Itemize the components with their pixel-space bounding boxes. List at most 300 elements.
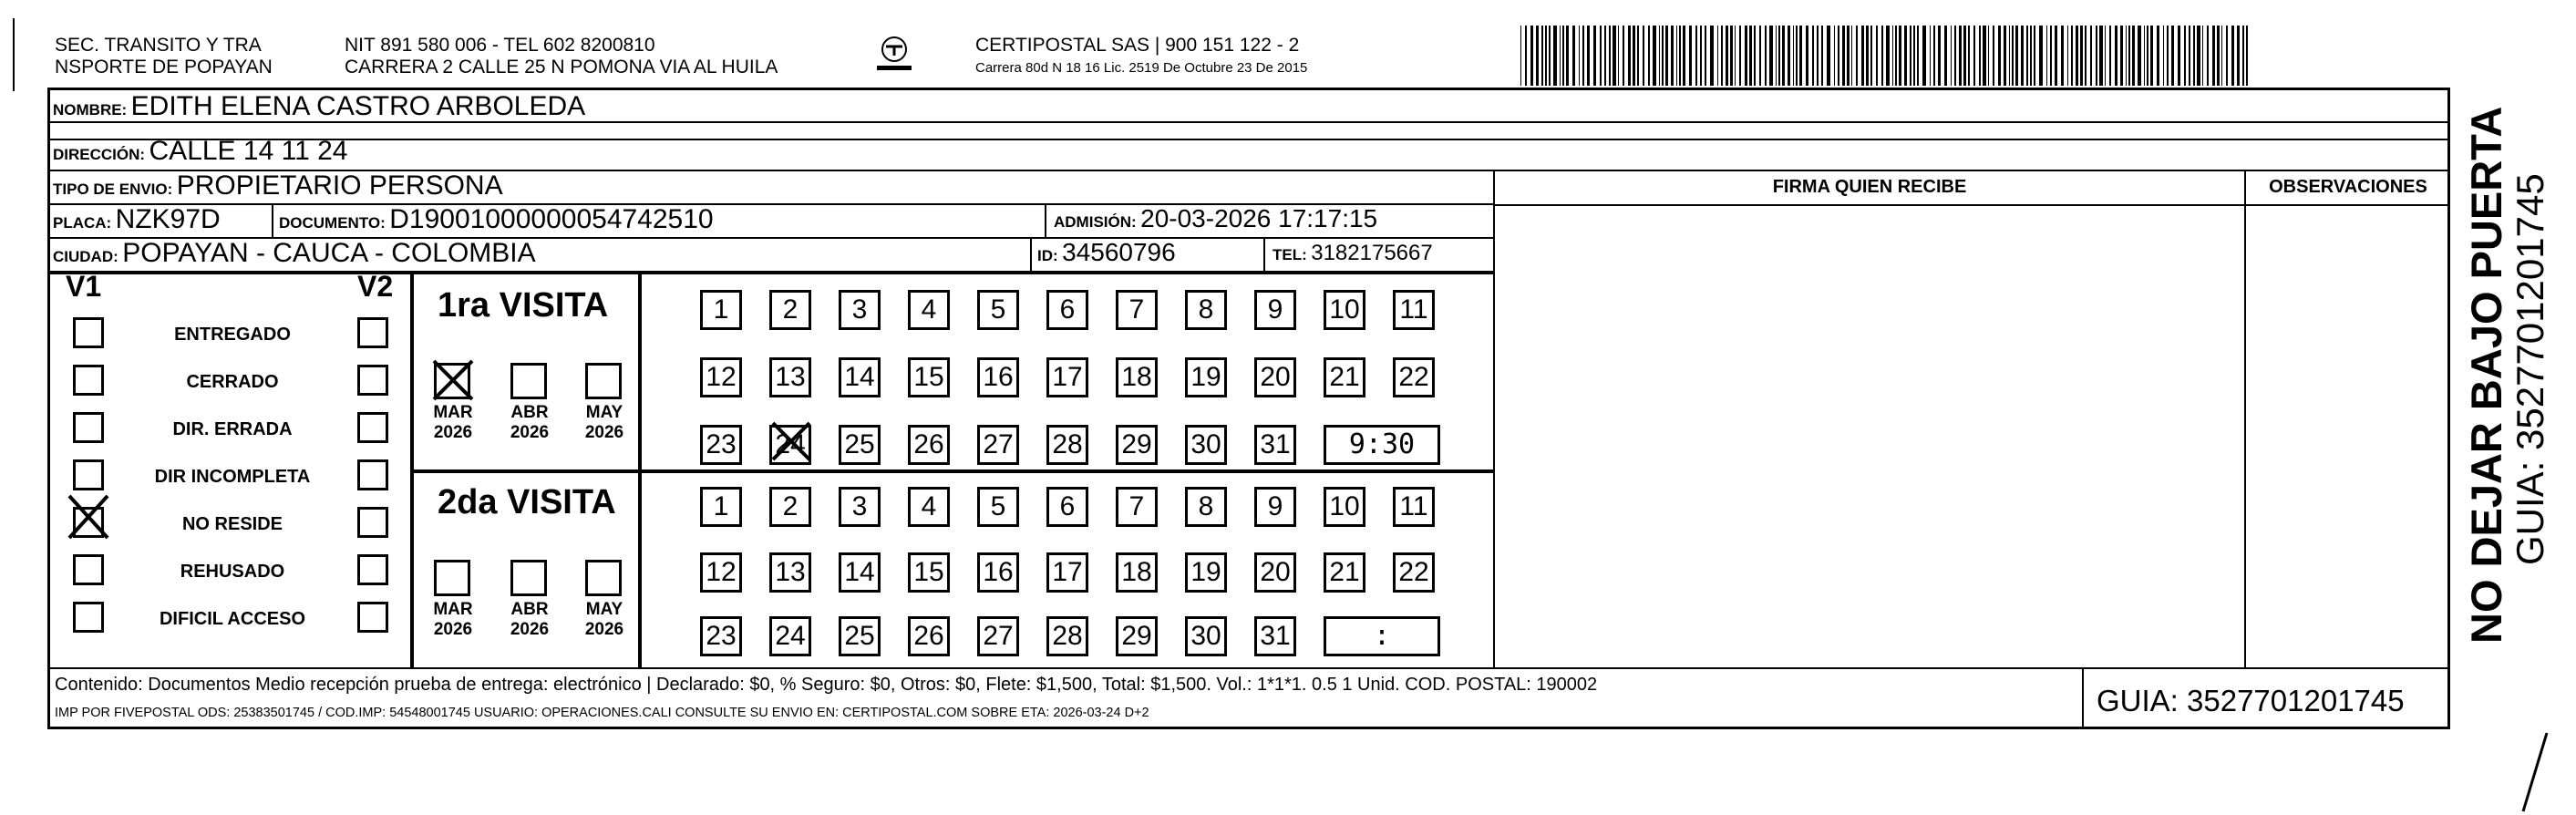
v1-check-mark: [67, 494, 109, 540]
visit1-day-13[interactable]: 13: [769, 357, 811, 397]
status-label: NO RESIDE: [181, 514, 283, 534]
v2-checkbox[interactable]: [357, 317, 388, 348]
visit1-title: 1ra VISITA: [438, 286, 609, 325]
barcode-bar: [1541, 26, 1542, 86]
visit2-year-label: 2026: [433, 620, 473, 639]
status-label: REHUSADO: [180, 562, 285, 582]
barcode-bar: [2076, 26, 2078, 86]
sender-line-1: SEC. TRANSITO Y TRA: [55, 35, 262, 56]
nombre-label: NOMBRE:: [53, 101, 128, 119]
imp-text: IMP POR FIVEPOSTAL ODS: 25383501745 / COD.IMP: 54548001745 USUARIO: OPERACIONES.CALI CONSULTE SU ENVIO EN: CERTIPOSTAL.COM SOBRE ETA: 2026-03-24 D+2: [55, 706, 1149, 720]
visit2-day-25[interactable]: 25: [839, 616, 881, 656]
status-label: CERRADO: [186, 372, 279, 392]
visit2-day-24[interactable]: 24: [769, 616, 811, 656]
barcode-bar: [2231, 26, 2234, 86]
visit2-day-2[interactable]: 2: [769, 487, 811, 527]
barcode-bar: [1600, 26, 1601, 86]
barcode-bar: [1806, 26, 1808, 86]
visit1-day-7[interactable]: 7: [1116, 290, 1158, 330]
barcode-bar: [1793, 26, 1794, 86]
v1-checkbox[interactable]: [73, 412, 104, 443]
barcode-bar: [1549, 26, 1551, 86]
visit1-day-11[interactable]: 11: [1393, 290, 1435, 330]
barcode-bar: [1545, 26, 1547, 86]
divider: [47, 271, 1493, 274]
barcode-bar: [1963, 26, 1966, 86]
ciudad-label: CIUDAD:: [53, 248, 118, 265]
visit1-day-19[interactable]: 19: [1185, 357, 1227, 397]
placa-field: [53, 204, 221, 235]
visit1-day-5[interactable]: 5: [977, 290, 1019, 330]
barcode-bar: [2207, 26, 2209, 86]
barcode-bar: [1700, 26, 1702, 86]
barcode-bar: [2242, 26, 2243, 86]
barcode-bar: [2085, 26, 2086, 86]
barcode-bar: [2050, 26, 2052, 86]
barcode-bar: [1979, 26, 1982, 86]
visit1-day-3[interactable]: 3: [839, 290, 881, 330]
barcode-bar: [1566, 26, 1569, 86]
barcode-bar: [2009, 26, 2010, 86]
barcode-bar: [1933, 26, 1935, 86]
v1-checkbox[interactable]: [73, 317, 104, 348]
barcode-bar: [1778, 26, 1780, 86]
v2-checkbox[interactable]: [357, 412, 388, 443]
barcode-bar: [1782, 26, 1785, 86]
barcode-bar: [1689, 26, 1692, 86]
barcode-bar: [1788, 26, 1790, 86]
barcode-bar: [2171, 26, 2174, 86]
barcode-bar: [2105, 26, 2106, 86]
barcode-bar: [1895, 26, 1897, 86]
barcode-bar: [1796, 26, 1798, 86]
barcode-bar: [1618, 26, 1619, 86]
barcode-bar: [1721, 26, 1723, 86]
visit1-day-21[interactable]: 21: [1324, 357, 1365, 397]
courier-block: [975, 35, 1307, 77]
barcode-bar: [1679, 26, 1681, 86]
v2-checkbox[interactable]: [357, 602, 388, 633]
visit2-day-4[interactable]: 4: [908, 487, 950, 527]
visit1-month-checkbox[interactable]: [510, 363, 547, 399]
barcode-bar: [1560, 26, 1561, 86]
barcode-bar: [1847, 26, 1850, 86]
visit2-day-9[interactable]: 9: [1254, 487, 1296, 527]
status-label: DIR INCOMPLETA: [154, 467, 311, 487]
barcode-bar: [1665, 26, 1668, 86]
barcode-bar: [1749, 26, 1752, 86]
v2-label: V2: [357, 270, 394, 303]
visit1-day-check-mark: [771, 421, 811, 461]
v2-checkbox[interactable]: [357, 554, 388, 585]
barcode-bar: [1582, 26, 1584, 86]
visit2-time-box[interactable]: :: [1324, 616, 1440, 656]
visit1-day-27[interactable]: 27: [977, 425, 1019, 465]
status-label: ENTREGADO: [174, 325, 291, 345]
address-line: CARRERA 2 CALLE 25 N POMONA VIA AL HUILA: [345, 57, 778, 77]
barcode-bar: [1892, 26, 1893, 86]
barcode-bar: [2217, 26, 2220, 86]
barcode-bar: [1593, 26, 1596, 86]
visit1-day-26[interactable]: 26: [908, 425, 950, 465]
divider: [1493, 204, 2450, 206]
v1-label: V1: [66, 270, 102, 303]
barcode-bar: [2246, 26, 2248, 86]
visit2-day-16[interactable]: 16: [977, 552, 1019, 593]
nombre-value: EDITH ELENA CASTRO ARBOLEDA: [130, 91, 586, 121]
barcode-bar: [1659, 26, 1660, 86]
barcode-bar: [1799, 26, 1802, 86]
barcode-bar: [1842, 26, 1845, 86]
barcode-bar: [1536, 26, 1539, 86]
barcode-bar: [1717, 26, 1718, 86]
barcode-bar: [1954, 26, 1956, 86]
barcode-bar: [2030, 26, 2032, 86]
barcode-bar: [2128, 26, 2130, 86]
barcode-bar: [2115, 26, 2117, 86]
barcode-bar: [1851, 26, 1852, 86]
pen-mark: [2516, 729, 2552, 815]
barcode-bar: [2021, 26, 2024, 86]
barcode-bar: [2034, 26, 2036, 86]
barcode-bar: [1881, 26, 1884, 86]
visit2-day-18[interactable]: 18: [1116, 552, 1158, 593]
visit2-day-14[interactable]: 14: [839, 552, 881, 593]
barcode-bar: [1637, 26, 1638, 86]
tipo-envio-field: [53, 170, 503, 201]
barcode-bar: [1765, 26, 1767, 86]
observaciones-header: OBSERVACIONES: [2269, 177, 2427, 197]
ciudad-value: POPAYAN - CAUCA - COLOMBIA: [122, 238, 536, 268]
barcode-bar: [1730, 26, 1733, 86]
divider: [410, 469, 1493, 473]
certipostal-logo: [873, 35, 915, 77]
barcode-bar: [2237, 26, 2240, 86]
barcode-bar: [2120, 26, 2123, 86]
barcode-bar: [1944, 26, 1947, 86]
courier-line: CERTIPOSTAL SAS | 900 151 122 - 2: [975, 35, 1300, 56]
visit2-day-27[interactable]: 27: [977, 616, 1019, 656]
barcode-bar: [1623, 26, 1624, 86]
v1-checkbox[interactable]: [73, 459, 104, 490]
courier-license: Carrera 80d N 18 16 Lic. 2519 De Octubre 23 De 2015: [975, 60, 1308, 76]
visit1-day-17[interactable]: 17: [1046, 357, 1088, 397]
visit2-day-19[interactable]: 19: [1185, 552, 1227, 593]
barcode-bar: [1917, 26, 1920, 86]
barcode-bar: [1520, 26, 1521, 86]
barcode-bar: [2012, 26, 2014, 86]
barcode-bar: [1993, 26, 1994, 86]
visit1-day-22[interactable]: 22: [1393, 357, 1435, 397]
barcode-bar: [2197, 26, 2200, 86]
status-label: DIR. ERRADA: [172, 419, 293, 439]
visit1-day-23[interactable]: 23: [700, 425, 742, 465]
barcode-bar: [1628, 26, 1631, 86]
visit2-day-23[interactable]: 23: [700, 616, 742, 656]
barcode-bar: [1856, 26, 1858, 86]
visit2-day-20[interactable]: 20: [1254, 552, 1296, 593]
barcode-bar: [1821, 26, 1824, 86]
barcode-bar: [2221, 26, 2222, 86]
id-value: 34560796: [1062, 238, 1176, 266]
visit2-year-label: 2026: [510, 620, 550, 639]
visit2-day-29[interactable]: 29: [1116, 616, 1158, 656]
visit2-day-26[interactable]: 26: [908, 616, 950, 656]
visit1-month-label: MAR: [433, 403, 473, 422]
v2-checkbox[interactable]: [357, 365, 388, 396]
id-label: ID:: [1037, 247, 1058, 264]
barcode-bar: [1930, 26, 1931, 86]
barcode-bar: [2184, 26, 2185, 86]
visit1-year-label: 2026: [510, 423, 550, 442]
documento-field: [279, 204, 714, 235]
visit2-month-label: MAR: [433, 600, 473, 619]
visit2-day-31[interactable]: 31: [1254, 616, 1296, 656]
divider: [1493, 170, 1495, 667]
visit2-day-30[interactable]: 30: [1185, 616, 1227, 656]
barcode-bar: [1562, 26, 1564, 86]
visit1-day-15[interactable]: 15: [908, 357, 950, 397]
barcode-bar: [1998, 26, 2001, 86]
barcode-bar: [1759, 26, 1761, 86]
barcode-bar: [1861, 26, 1864, 86]
guia-footer: GUIA: 3527701201745: [2097, 684, 2405, 717]
visit2-day-5[interactable]: 5: [977, 487, 1019, 527]
visit2-day-28[interactable]: 28: [1046, 616, 1088, 656]
tipo-envio-label: TIPO DE ENVIO:: [53, 181, 173, 198]
barcode-bar: [2150, 26, 2153, 86]
barcode-bar: [1870, 26, 1871, 86]
visit2-year-label: 2026: [584, 620, 624, 639]
barcode-bar: [1968, 26, 1969, 86]
barcode-bar: [1913, 26, 1915, 86]
visit1-day-20[interactable]: 20: [1254, 357, 1296, 397]
nit-line: NIT 891 580 006 - TEL 602 8200810: [345, 35, 655, 56]
barcode-bar: [1973, 26, 1975, 86]
visit2-day-21[interactable]: 21: [1324, 552, 1365, 593]
barcode-bar: [2090, 26, 2092, 86]
barcode-bar: [2061, 26, 2064, 86]
visit2-month-label: MAY: [585, 600, 623, 619]
barcode-bar: [1739, 26, 1741, 86]
visit1-day-2[interactable]: 2: [769, 290, 811, 330]
barcode-bar: [1653, 26, 1655, 86]
barcode-bar: [2144, 26, 2145, 86]
barcode-bar: [2212, 26, 2215, 86]
barcode-bar: [1710, 26, 1713, 86]
divider: [2082, 667, 2084, 729]
direccion-label: DIRECCIÓN:: [53, 146, 146, 163]
direccion-value: CALLE 14 11 24: [149, 136, 348, 166]
visit1-day-8[interactable]: 8: [1185, 290, 1227, 330]
barcode-bar: [1866, 26, 1869, 86]
visit1-day-18[interactable]: 18: [1116, 357, 1158, 397]
barcode-bar: [1745, 26, 1747, 86]
barcode-bar: [1705, 26, 1707, 86]
visit1-day-6[interactable]: 6: [1046, 290, 1088, 330]
barcode-bar: [1834, 26, 1835, 86]
barcode-bar: [2046, 26, 2047, 86]
id-field: [1037, 238, 1176, 267]
v1-checkbox[interactable]: [73, 365, 104, 396]
visit1-day-24[interactable]: 24: [769, 425, 811, 465]
barcode-bar: [1726, 26, 1728, 86]
visit1-day-12[interactable]: 12: [700, 357, 742, 397]
visit2-day-7[interactable]: 7: [1116, 487, 1158, 527]
barcode-bar: [2163, 26, 2164, 86]
barcode-bar: [2109, 26, 2111, 86]
barcode-bar: [1910, 26, 1911, 86]
sender-line-2: NSPORTE DE POPAYAN: [55, 57, 273, 77]
visit2-month-checkbox[interactable]: [510, 560, 547, 596]
documento-value: D19001000000054742510: [389, 204, 714, 234]
barcode-bar: [2147, 26, 2148, 86]
barcode-bar: [2138, 26, 2140, 86]
barcode-bar: [1776, 26, 1777, 86]
visit1-day-14[interactable]: 14: [839, 357, 881, 397]
visit1-day-25[interactable]: 25: [839, 425, 881, 465]
barcode-bar: [1633, 26, 1635, 86]
visit1-day-10[interactable]: 10: [1324, 290, 1365, 330]
tipo-envio-value: PROPIETARIO PERSONA: [176, 170, 503, 201]
barcode-bar: [1827, 26, 1829, 86]
barcode-bar: [1579, 26, 1580, 86]
visit2-day-3[interactable]: 3: [839, 487, 881, 527]
visit1-day-16[interactable]: 16: [977, 357, 1019, 397]
admision-label: ADMISIÓN:: [1054, 213, 1137, 231]
v2-checkbox[interactable]: [357, 459, 388, 490]
documento-label: DOCUMENTO:: [279, 214, 386, 232]
visit1-time-box[interactable]: 9:30: [1324, 425, 1440, 465]
visit2-day-8[interactable]: 8: [1185, 487, 1227, 527]
v2-checkbox[interactable]: [357, 507, 388, 538]
tel-label: TEL:: [1273, 246, 1307, 263]
barcode-bar: [2026, 26, 2027, 86]
barcode-bar: [2202, 26, 2203, 86]
barcode-bar: [1817, 26, 1819, 86]
visit2-day-12[interactable]: 12: [700, 552, 742, 593]
side-guia: GUIA: 3527701201745: [2509, 173, 2551, 565]
v1-checkbox[interactable]: [73, 602, 104, 633]
visit1-day-29[interactable]: 29: [1116, 425, 1158, 465]
barcode-bar: [1587, 26, 1590, 86]
barcode-bar: [2039, 26, 2042, 86]
visit1-month-check-mark: [432, 359, 474, 401]
barcode-bar: [1769, 26, 1772, 86]
visit1-month-label: ABR: [510, 403, 549, 422]
status-label: DIFICIL ACCESO: [159, 609, 305, 629]
barcode-bar: [2096, 26, 2098, 86]
barcode-bar: [2080, 26, 2083, 86]
barcode-bar: [1886, 26, 1889, 86]
visit1-month-label: MAY: [585, 403, 623, 422]
barcode-bar: [1754, 26, 1755, 86]
barcode-bar: [2226, 26, 2228, 86]
visit1-day-31[interactable]: 31: [1254, 425, 1296, 465]
tel-value: 3182175667: [1311, 241, 1433, 265]
barcode-bar: [2099, 26, 2102, 86]
barcode-bar: [2067, 26, 2068, 86]
sender-block: [55, 35, 273, 78]
visit1-day-28[interactable]: 28: [1046, 425, 1088, 465]
barcode-bar: [2015, 26, 2018, 86]
visit1-day-30[interactable]: 30: [1185, 425, 1227, 465]
visit1-year-label: 2026: [584, 423, 624, 442]
visit2-day-13[interactable]: 13: [769, 552, 811, 593]
barcode-bar: [2004, 26, 2006, 86]
firma-header: FIRMA QUIEN RECIBE: [1772, 177, 1967, 197]
visit2-day-6[interactable]: 6: [1046, 487, 1088, 527]
barcode-bar: [1838, 26, 1839, 86]
ciudad-field: [53, 238, 536, 269]
barcode-bar: [2157, 26, 2159, 86]
visit2-day-17[interactable]: 17: [1046, 552, 1088, 593]
visit2-month-checkbox[interactable]: [434, 560, 470, 596]
visit1-year-label: 2026: [433, 423, 473, 442]
barcode: [1520, 26, 2250, 86]
visit2-month-checkbox[interactable]: [585, 560, 622, 596]
admision-value: 20-03-2026 17:17:15: [1140, 204, 1378, 232]
left-margin-mark: [13, 18, 15, 91]
visit2-day-10[interactable]: 10: [1324, 487, 1365, 527]
visit2-day-1[interactable]: 1: [700, 487, 742, 527]
barcode-bar: [1951, 26, 1952, 86]
barcode-bar: [1662, 26, 1664, 86]
barcode-bar: [2126, 26, 2127, 86]
barcode-bar: [1671, 26, 1674, 86]
side-warning: NO DEJAR BAJO PUERTA: [2462, 106, 2510, 644]
barcode-bar: [1938, 26, 1941, 86]
barcode-bar: [2193, 26, 2196, 86]
visit1-day-4[interactable]: 4: [908, 290, 950, 330]
barcode-bar: [2167, 26, 2169, 86]
barcode-bar: [1525, 26, 1527, 86]
v1-checkbox[interactable]: [73, 554, 104, 585]
visit1-month-checkbox[interactable]: [585, 363, 622, 399]
barcode-bar: [1553, 26, 1556, 86]
visit2-day-11[interactable]: 11: [1393, 487, 1435, 527]
contenido-text: Contenido: Documentos Medio recepción prueba de entrega: electrónico | Declarado: $0, % Seguro: $0, Otros: $0, Flete: $1,500, Total: $1,500. Vol.: 1*1*1. 0.5 1 Unid. COD. POSTAL: 190002: [55, 675, 1598, 695]
barcode-bar: [2178, 26, 2180, 86]
divider: [47, 139, 2450, 140]
visit1-day-1[interactable]: 1: [700, 290, 742, 330]
barcode-bar: [2055, 26, 2057, 86]
admision-field: [1054, 204, 1377, 233]
barcode-bar: [1899, 26, 1901, 86]
barcode-bar: [1735, 26, 1736, 86]
barcode-bar: [1643, 26, 1644, 86]
barcode-bar: [1959, 26, 1962, 86]
nombre-field: [53, 91, 585, 122]
divider: [272, 203, 273, 237]
visit1-day-9[interactable]: 9: [1254, 290, 1296, 330]
visit2-title: 2da VISITA: [438, 483, 616, 521]
barcode-bar: [1876, 26, 1878, 86]
direccion-field: [53, 136, 347, 167]
barcode-bar: [1613, 26, 1615, 86]
visit2-day-22[interactable]: 22: [1393, 552, 1435, 593]
barcode-bar: [1683, 26, 1685, 86]
barcode-bar: [1904, 26, 1907, 86]
visit2-day-15[interactable]: 15: [908, 552, 950, 593]
barcode-bar: [1609, 26, 1612, 86]
divider: [2244, 170, 2246, 667]
barcode-bar: [1812, 26, 1813, 86]
barcode-bar: [1604, 26, 1606, 86]
barcode-bar: [2132, 26, 2135, 86]
tel-field: [1273, 241, 1433, 266]
barcode-bar: [1648, 26, 1651, 86]
